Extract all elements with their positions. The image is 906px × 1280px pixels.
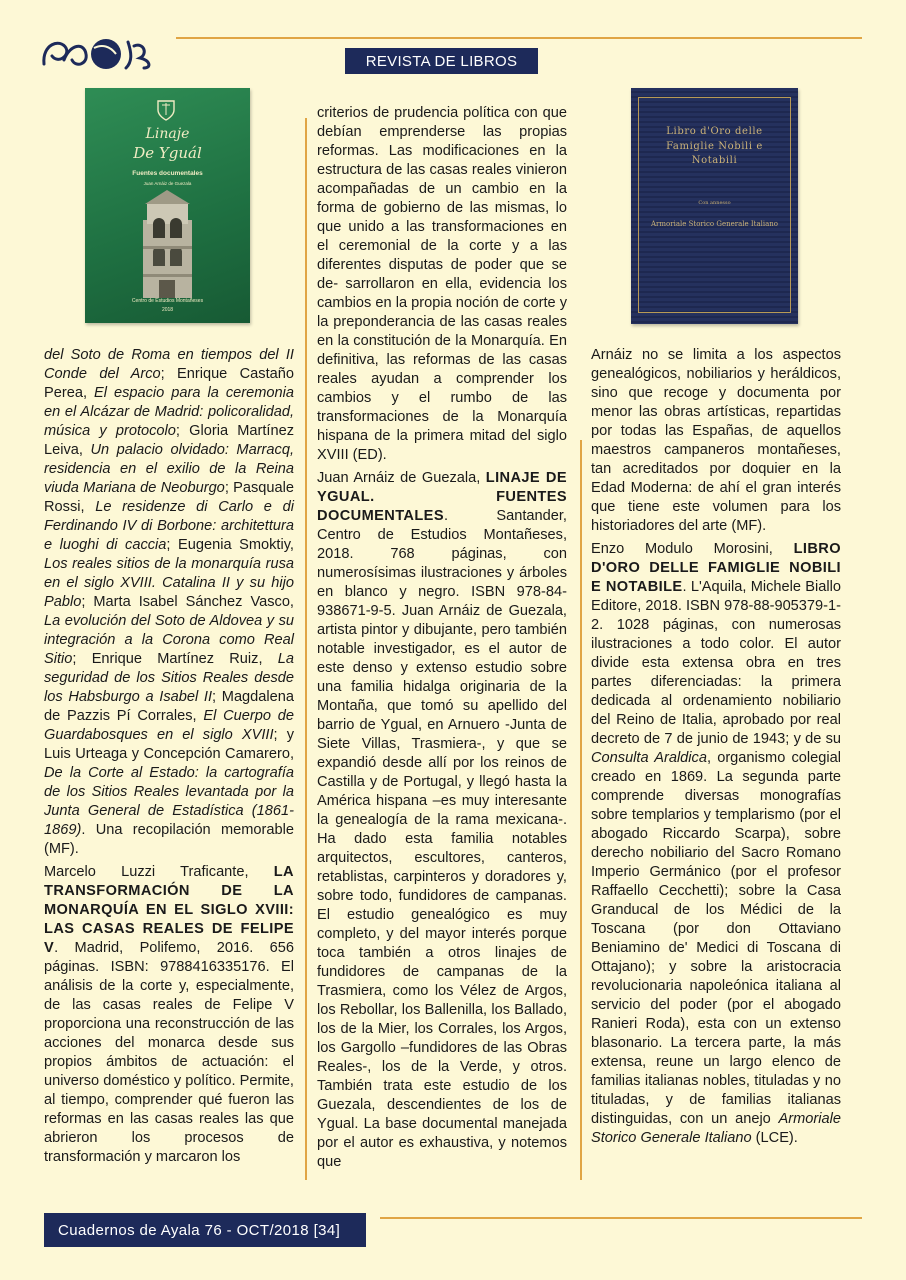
cover-subtitle: Fuentes documentales [132, 170, 203, 177]
review-book-title: LINAJE DE YGUAL. FUENTES DOCUMENTALES [317, 470, 567, 524]
review-book-title: LA TRANSFORMACIÓN DE LA MONARQUÍA EN EL SIGLO XVIII: LAS CASAS REALES DE FELIPE V [44, 864, 294, 956]
journal-logo [40, 34, 155, 74]
review-body: . Santander, Centro de Estudios Montañeses, 2018. 768 páginas, con numerosísimas ilustraciones y árboles en blanco y negro. ISBN 978-84-938671-9-5. Juan Arnáiz de Guezala, artista pintor y dibujante, pero también notable investigador, es el autor de este denso y extenso estudio sobre una familia hidalga originaria de la Montaña, que tomó su apellido del barrio de Ygual, en Arnuero -Junta de Siete Villas, Trasmiera-, y que se expandió desde allí por los reinos de Castilla y de Portugal, y llegó hasta la América hispana –es muy interesante la genealogía de la rama mexicana-. Ha dado esta familia notables arquitectos, escultores, canteros, retablistas, carpinteros y doradores y, sobre todo, fundidores de campanas. El estudio genealógico es muy completo, y del mayor interés porque toca también a otros linajes de fundidores de campanas de la Trasmiera, como los Vélez de Argos, los Rebollar, los Ballenilla, los Ballado, los de la Mier, los Corrales, los Argos, los Gargollo –fundidores de las Obras Reales-, los de la Verde, y otros. También trata este estudio de los Guezala, descendientes de los de Ygual. La base documental manejada por el autor es exhaustiva, y notemos que [317, 508, 567, 1170]
header-rule [176, 37, 862, 39]
cover-author: Juan Arnáiz de Guezala [143, 181, 192, 186]
review-arnaiz-continuation: Arnáiz no se limita a los aspectos genealógicos, nobiliarios y heráldicos, sino que recoge y documenta por menor las obras artísticas, repartidas por todas las Españas, de aquellos maestros campaneros montañeses, tan acreditados por doquier en la Edad Moderna: de ahí el gran interés que tiene este volumen para los historiadores del arte (MF). [591, 347, 841, 534]
paragraph-sitios-reales-contents: del Soto de Roma en tiempos del II Conde del Arco; Enrique Castaño Perea, El espacio para la ceremonia en el Alcázar de Madrid: policoralidad, música y protocolo; Gloria Martínez Leiva, Un palacio olvidado: Marracq, residencia en el exilio de la Reina viuda Mariana de Neoburgo; Pasquale Rossi, Le residenze di Carlo e di Ferdinando IV di Borbone: architettura e luoghi di caccia; Eugenia Smoktiy, Los reales sitios de la monarquía rusa en el siglo XVIII. Catalina II y su hijo Pablo; Marta Isabel Sánchez Vasco, La evolución del Soto de Aldovea y su integración a la Corona como Real Sitio; Enrique Martínez Ruiz, La seguridad de los Sitios Reales desde los Habsburgo a Isabel II; Magdalena de Pazzis Pí Corrales, El Cuerpo de Guardabosques en el siglo XVIII; y Luis Urteaga y Concepción Camarero, De la Corte al Estado: la cartografía de los Sitios Reales levantada por la Junta General de Estadística (1861-1869). Una recopilación memorable (MF). [44, 347, 295, 857]
footer-issue-label: Cuadernos de Ayala 76 - OCT/2018 [34] [44, 1213, 366, 1247]
review-luzzi-continuation: criterios de prudencia política con que debían emprenderse las propias reformas. Las modificaciones en la estructura de las casas reales vinieron acompañadas de un cambio en la forma de gobierno de las mismas, lo que unido a las transformaciones en el ceremonial de la corte y a las diferentes disputas de poder que se de- sarrollaron en ella, evidencia los cambios en la propia noción de corte y la preponderancia de las casas reales en la constitución de la Monarquía. En definitiva, las reformas de las casas reales ayudan a comprender los cambios y el rumbo de las transformaciones de la Monarquía hispana de la primera mitad del siglo XVIII (ED). [317, 105, 567, 463]
column-divider-1 [305, 118, 307, 1180]
bell-tower-illustration [125, 190, 210, 298]
column-divider-2 [580, 440, 582, 1180]
cover-frame [638, 97, 791, 313]
cover-subtitle: Con annesso [698, 200, 731, 206]
review-author: Juan Arnáiz de Guezala, [317, 470, 486, 486]
cover-title-line2: De Yguál [133, 144, 202, 162]
review-modulo-morosini: Enzo Modulo Morosini, LIBRO D'ORO DELLE FAMIGLIE NOBILI E NOTABILE. L'Aquila, Michele Biallo Editore, 2018. ISBN 978-88-905379-1-2. 1028 páginas, con numerosas ilustraciones a todo color. El autor divide esta extensa obra en tres partes diferenciadas: la primera dedicada al ordenamiento nobiliario del Reino de Italia, aprobado por real decreto de 7 de junio de 1943; y de su Consulta Araldica, organismo colegial creado en 1869. La segunda parte comprende diversas monografías sobre templarios y templarismo (por el abogado Riccardo Scarpa), sobre derecho nobiliario del Sacro Romano Imperio Germánico (por el profesor Raffaello Cecchetti); sobre la Casa Granducal de los Médici de la Toscana (por don Ottaviano Beniamino de' Medici di Toscana di Ottajano); y sobre la aristocracia revolucionaria napoleónica italiana al servicio del poder (por el abogado Ranieri Roda), esta con un extenso blasonario. La tercera parte, la más extensa, reune un largo elenco de familias italianas nobles, tituladas y no tituladas, y de familias italianas distinguidas, con un anejo Armoriale Storico Generale Italiano (LCE). [591, 541, 841, 1146]
review-book-title: LIBRO D'ORO DELLE FAMIGLIE NOBILI E NOTABILE [591, 541, 841, 595]
section-label: REVISTA DE LIBROS [345, 48, 538, 74]
text-column-2 [317, 104, 567, 1176]
cover-title: Libro d'Oro delle Famiglie Nobili e Notabili [666, 126, 763, 167]
book-cover-libro-d-oro [631, 88, 798, 324]
review-author: Enzo Modulo Morosini, [591, 541, 794, 557]
book-cover-linaje-de-ygual [85, 88, 250, 323]
cover-author: Armoriale Storico Generale Italiano [650, 220, 779, 228]
review-luzzi-traficante [44, 863, 294, 1167]
review-author: Marcelo Luzzi Traficante, [44, 864, 274, 880]
text-column-3 [591, 346, 841, 1152]
review-arnaiz-de-guezala [317, 469, 567, 1172]
cover-year: 2018 [161, 307, 174, 313]
cover-publisher: Centro de Estudios Montañeses [131, 298, 204, 304]
review-body: . Madrid, Polifemo, 2016. 656 páginas. ISBN: 9788416335176. El análisis de la corte y, especialmente, de las casas reales de Felipe V proporciona una reconstrucción de las acciones del monarca desde sus propios ámbitos de actuación: el universo doméstico y político. Permite, al tiempo, comprender qué fueron las reformas en las casas reales las que abrieron los procesos de transformación y marcaron los [44, 940, 294, 1165]
cover-title-line1: Linaje [145, 126, 190, 142]
coat-of-arms-icon [153, 98, 179, 122]
text-column-1 [44, 346, 294, 1171]
footer-rule [380, 1217, 862, 1219]
